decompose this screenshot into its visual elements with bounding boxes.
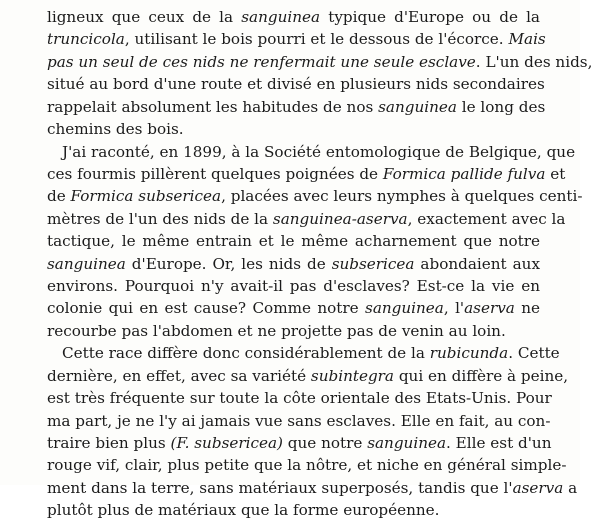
text-line — [62, 342, 560, 364]
text-segment: situé au bord d'une route et divisé en plusieurs nids secondaires — [47, 75, 545, 93]
italic-text: sanguinea — [378, 98, 457, 116]
italic-text: sanguinea — [365, 299, 444, 317]
italic-text: (F. subsericea) — [170, 434, 283, 452]
text-segment: Cette race diffère donc considérablement de la — [62, 344, 430, 362]
text-segment: , exactement avec la — [407, 210, 566, 228]
text-line — [47, 253, 540, 275]
italic-text: aserva — [464, 299, 515, 317]
text-line — [47, 73, 545, 95]
text-segment: . Cette — [508, 344, 560, 362]
text-segment: mètres de l'un des nids de la — [47, 210, 273, 228]
text-segment: ma part, je ne l'y ai jamais vue sans esclaves. Elle en fait, au con- — [47, 412, 551, 430]
text-line — [47, 365, 569, 387]
text-segment: traire bien plus — [47, 434, 171, 452]
italic-text: aserva — [512, 479, 564, 497]
text-segment: ne — [514, 299, 540, 317]
italic-text: Formica pallide fulva — [382, 165, 546, 183]
text-segment: typique d'Europe ou de la — [320, 8, 540, 26]
text-line — [47, 163, 566, 185]
text-segment: rappelait absolument les habitudes de nos — [47, 98, 379, 116]
italic-text: Formica subsericea — [70, 187, 222, 205]
italic-text: sanguinea — [367, 434, 447, 452]
text-segment: recourbe pas l'abdomen et ne projette pas de venin au loin. — [47, 322, 506, 340]
text-segment: de — [47, 187, 71, 205]
text-line — [47, 454, 567, 476]
text-segment: , placées avec leurs nymphes à quelques centi- — [221, 187, 583, 205]
text-line — [47, 51, 592, 73]
text-line — [47, 297, 540, 319]
italic-text: truncicola — [47, 30, 125, 48]
text-line — [47, 432, 552, 454]
text-line — [47, 320, 540, 342]
text-segment: , utilisant le bois pourri et le dessous de l'écorce. — [124, 30, 509, 48]
text-segment: ligneux que ceux de la — [47, 8, 242, 26]
text-segment: J'ai raconté, en 1899, à la Société entomologique de Belgique, que — [62, 143, 576, 161]
text-segment: ment dans la terre, sans matériaux superposés, tandis que l' — [47, 479, 513, 497]
text-segment: qui en diffère à peine, — [394, 367, 569, 385]
text-segment: et — [545, 165, 566, 183]
text-line — [47, 6, 540, 28]
text-line — [47, 387, 552, 409]
text-segment: est très fréquente sur toute la côte orientale des Etats-Unis. Pour — [47, 389, 552, 407]
text-line — [47, 477, 578, 499]
italic-text: sanguinea — [241, 8, 321, 26]
text-line — [47, 230, 540, 252]
italic-text: sanguinea — [47, 255, 126, 273]
text-segment: abondaient aux — [414, 255, 541, 273]
text-segment: a — [563, 479, 578, 497]
text-segment: . Elle est d'un — [446, 434, 552, 452]
text-segment: chemins des bois. — [47, 120, 184, 138]
text-segment: plutôt plus de matériaux que la forme européenne. — [47, 501, 440, 519]
text-line — [47, 185, 583, 207]
text-line — [47, 208, 566, 230]
text-line — [47, 499, 540, 521]
text-segment: colonie qui en est cause? Comme notre — [47, 299, 366, 317]
text-line — [47, 28, 546, 50]
text-segment: environs. Pourquoi n'y avait-il pas d'esclaves? Est-ce la vie en — [47, 277, 540, 295]
italic-text: sanguinea-aserva — [272, 210, 408, 228]
text-segment: rouge vif, clair, plus petite que la nôtre, et niche en général simple- — [47, 456, 567, 474]
text-line — [62, 141, 576, 163]
text-segment: . L'un des nids, — [475, 53, 592, 71]
italic-text: pas un seul de ces nids ne renfermait une seule esclave — [47, 53, 476, 71]
text-line — [47, 275, 540, 297]
italic-text: Mais — [508, 30, 546, 48]
text-segment: dernière, en effet, avec sa variété — [47, 367, 311, 385]
text-segment: que notre — [282, 434, 368, 452]
italic-text: subsericea — [331, 255, 415, 273]
text-segment: d'Europe. Or, les nids de — [125, 255, 332, 273]
text-segment: ces fourmis pillèrent quelques poignées de — [47, 165, 383, 183]
text-segment: , l' — [443, 299, 465, 317]
text-line — [47, 118, 540, 140]
italic-text: rubicunda — [429, 344, 509, 362]
text-line — [47, 96, 546, 118]
text-segment: le long des — [456, 98, 546, 116]
italic-text: subintegra — [310, 367, 394, 385]
text-line — [47, 410, 551, 432]
text-segment: tactique, le même entrain et le même acharnement que notre — [47, 232, 540, 250]
